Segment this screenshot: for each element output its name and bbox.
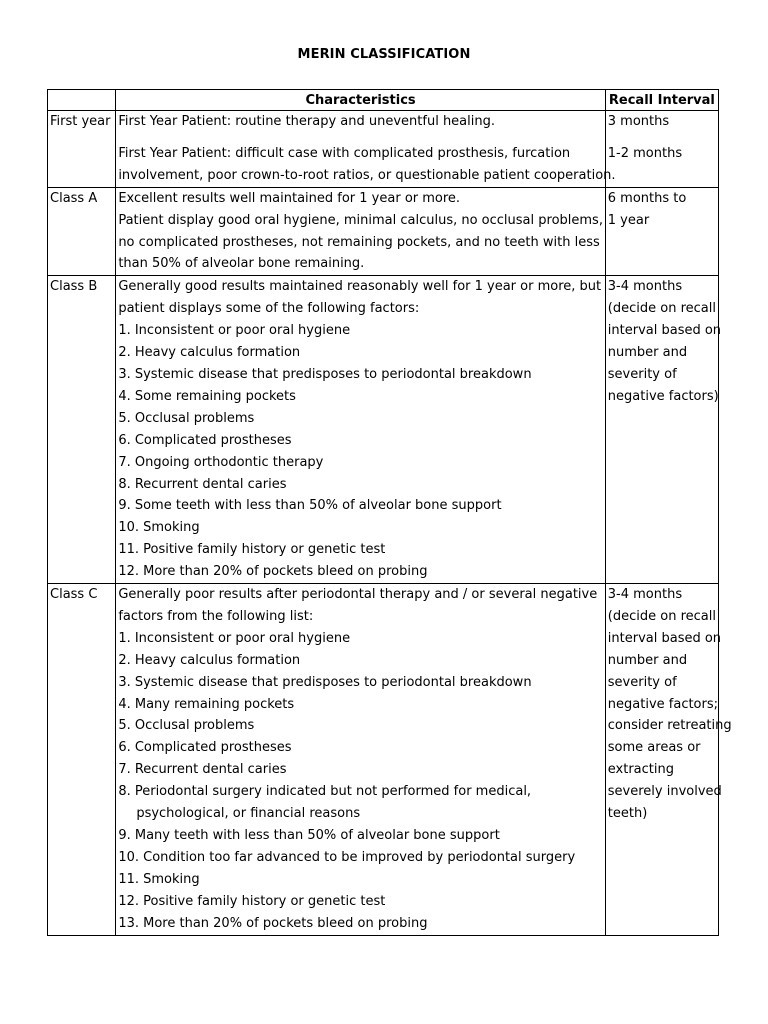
list-item: 1. Inconsistent or poor oral hygiene	[118, 323, 351, 339]
recall-line: number and	[607, 652, 688, 668]
characteristics-line: involvement, poor crown-to-root ratios, or questionable patient cooperation.	[118, 167, 616, 183]
characteristics-line: no complicated prostheses, not remaining pockets, and no teeth with less	[118, 234, 600, 250]
recall-cell	[605, 276, 722, 584]
recall-line: some areas or	[607, 740, 701, 756]
characteristics-line: than 50% of alveolar bone remaining.	[118, 256, 365, 272]
characteristics-line: Patient display good oral hygiene, minimal calculus, no occlusal problems,	[118, 212, 603, 228]
header-recall-interval: Recall Interval	[605, 90, 718, 111]
list-item: 2. Heavy calculus formation	[118, 652, 301, 668]
class-cell: Class A	[48, 187, 116, 276]
list-item: 5. Occlusal problems	[118, 410, 255, 426]
list-item: 11. Smoking	[118, 871, 200, 887]
recall-cell	[605, 187, 718, 276]
list-item: 6. Complicated prostheses	[118, 432, 292, 448]
table-row-first-year	[48, 111, 719, 188]
list-item: 7. Ongoing orthodontic therapy	[118, 454, 324, 470]
list-item: 10. Condition too far advanced to be improved by periodontal surgery	[118, 849, 576, 865]
list-item: 11. Positive family history or genetic test	[118, 542, 386, 558]
recall-line: (decide on recall	[607, 301, 716, 317]
list-item: 9. Many teeth with less than 50% of alveolar bone support	[118, 828, 500, 843]
list-item: 3. Systemic disease that predisposes to periodontal breakdown	[118, 674, 532, 690]
recall-line: severely involved	[607, 784, 722, 800]
header-row	[48, 90, 719, 111]
list-item: 2. Heavy calculus formation	[118, 345, 301, 361]
table-row-class-a	[48, 187, 719, 276]
list-item: 7. Recurrent dental caries	[118, 762, 287, 778]
characteristics-line: Excellent results well maintained for 1 year or more.	[118, 190, 461, 206]
recall-cell	[605, 584, 732, 936]
recall-line: consider retreating	[607, 718, 732, 734]
class-cell: First year	[48, 111, 116, 188]
list-item: 4. Some remaining pockets	[118, 388, 296, 404]
document-title: MERIN CLASSIFICATION	[297, 47, 471, 62]
recall-line: 1 year	[607, 212, 650, 228]
recall-line: severity of	[607, 366, 677, 382]
list-item-continuation: psychological, or financial reasons	[136, 806, 361, 822]
recall-line: negative factors)	[607, 388, 719, 404]
recall-line: number and	[607, 345, 688, 361]
characteristics-line: First Year Patient: difficult case with complicated prosthesis, furcation	[118, 145, 571, 161]
recall-line: 6 months to	[607, 190, 687, 206]
recall-line: negative factors;	[607, 696, 719, 712]
header-characteristics: Characteristics	[116, 90, 605, 111]
recall-line: teeth)	[607, 806, 648, 822]
characteristics-cell	[116, 187, 605, 276]
merin-classification-table	[47, 89, 732, 936]
characteristics-cell	[116, 584, 605, 936]
recall-line: 3-4 months	[607, 587, 683, 603]
table-row-class-c	[48, 584, 719, 936]
characteristics-cell	[116, 111, 616, 188]
spacer	[608, 133, 716, 143]
list-item: 9. Some teeth with less than 50% of alveolar bone support	[118, 498, 502, 514]
list-item: 4. Many remaining pockets	[118, 696, 295, 712]
list-item: 3. Systemic disease that predisposes to periodontal breakdown	[118, 366, 532, 382]
class-cell: Class B	[48, 276, 116, 584]
recall-cell	[605, 111, 718, 188]
list-item: 10. Smoking	[118, 520, 200, 536]
recall-line: interval based on	[607, 630, 722, 646]
list-item: 6. Complicated prostheses	[118, 740, 292, 756]
class-cell: Class C	[48, 584, 116, 936]
characteristics-line: First Year Patient: routine therapy and uneventful healing.	[118, 114, 495, 129]
list-item: 5. Occlusal problems	[118, 718, 255, 734]
recall-line: interval based on	[607, 323, 722, 339]
spacer	[118, 133, 602, 143]
characteristics-line: patient displays some of the following factors:	[118, 301, 420, 317]
recall-line: 1-2 months	[607, 145, 683, 161]
list-item: 12. More than 20% of pockets bleed on probing	[118, 564, 428, 580]
list-item: 1. Inconsistent or poor oral hygiene	[118, 630, 351, 646]
characteristics-line: factors from the following list:	[118, 608, 314, 624]
characteristics-cell	[116, 276, 605, 584]
characteristics-line: Generally good results maintained reasonably well for 1 year or more, but	[118, 279, 602, 295]
recall-line: (decide on recall	[607, 608, 716, 624]
characteristics-line: Generally poor results after periodontal therapy and / or several negative	[118, 587, 598, 603]
list-item: 8. Recurrent dental caries	[118, 476, 287, 492]
recall-line: severity of	[607, 674, 677, 690]
header-class	[48, 90, 116, 111]
list-item: 13. More than 20% of pockets bleed on probing	[118, 915, 428, 931]
recall-line: 3-4 months	[607, 279, 683, 295]
list-item: 12. Positive family history or genetic test	[118, 893, 386, 909]
list-item: 8. Periodontal surgery indicated but not performed for medical,	[118, 784, 532, 800]
recall-line: extracting	[607, 762, 674, 778]
recall-line: 3 months	[607, 114, 670, 129]
table-row-class-b	[48, 276, 719, 584]
